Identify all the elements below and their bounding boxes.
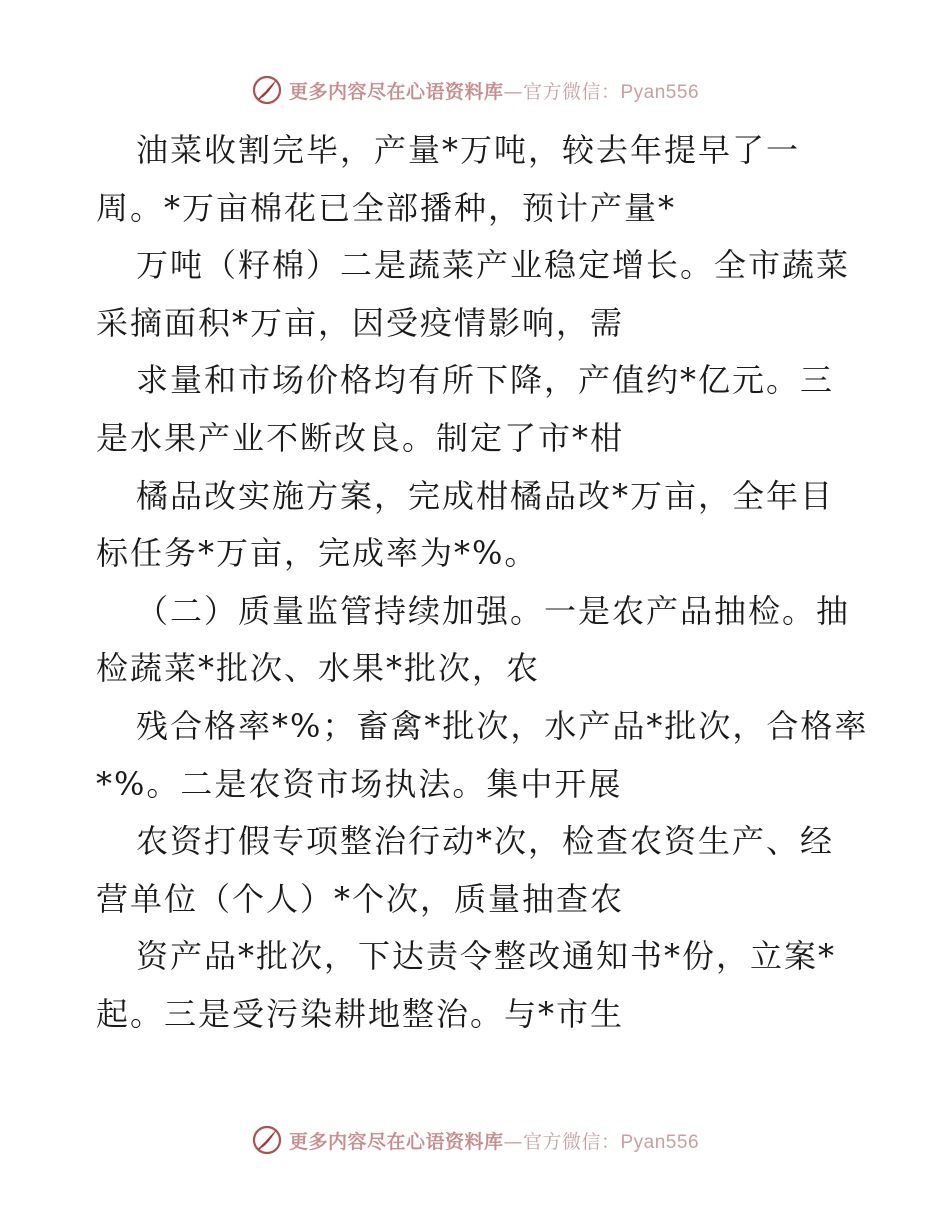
body-line: 残合格率*%；畜禽*批次，水产品*批次，合格率 xyxy=(136,706,869,745)
body-line: 是水果产业不断改良。制定了市*柑 xyxy=(96,418,625,457)
body-line: 起。三是受污染耕地整治。与*市生 xyxy=(96,994,625,1033)
watermark-label: 官方微信： xyxy=(522,80,621,103)
body-line: 求量和市场价格均有所下降，产值约*亿元。三 xyxy=(136,361,835,400)
watermark-brand: 更多内容尽在心语资料库 xyxy=(288,1130,504,1153)
watermark-id: Pyan556 xyxy=(620,1131,700,1153)
watermark-text xyxy=(289,1127,699,1154)
feather-circle-logo-icon xyxy=(251,1124,283,1156)
watermark-separator: — xyxy=(503,80,523,103)
body-line: 采摘面积*万亩，因受疫情影响，需 xyxy=(96,303,625,342)
body-line: 标任务*万亩，完成率为*%。 xyxy=(96,534,539,573)
body-line: 油菜收割完毕，产量*万吨，较去年提早了一 xyxy=(136,131,801,169)
body-line: 万吨（籽棉）二是蔬菜产业稳定增长。全市蔬菜 xyxy=(136,246,851,285)
feather-circle-logo-icon xyxy=(251,74,283,106)
body-line: 检蔬菜*批次、水果*批次，农 xyxy=(96,649,541,688)
body-line: *%。二是农资市场执法。集中开展 xyxy=(96,764,623,803)
body-line: 资产品*批次，下达责令整改通知书*份，立案* xyxy=(136,937,837,976)
watermark-text xyxy=(289,77,699,104)
body-line: 周。*万亩棉花已全部播种，预计产量* xyxy=(96,188,677,227)
watermark-label: 官方微信： xyxy=(522,1130,621,1153)
body-line: 农资打假专项整治行动*次，检查农资生产、经 xyxy=(136,822,835,861)
header-watermark xyxy=(0,70,950,110)
watermark-id: Pyan556 xyxy=(620,81,700,103)
watermark-separator: — xyxy=(503,1130,523,1153)
body-line: 橘品改实施方案，完成柑橘品改*万亩，全年目 xyxy=(136,476,835,515)
body-line: 营单位（个人）*个次，质量抽查农 xyxy=(96,879,625,918)
footer-watermark xyxy=(0,1120,950,1160)
watermark-brand: 更多内容尽在心语资料库 xyxy=(288,80,504,103)
document-body xyxy=(96,122,869,1044)
body-line: （二）质量监管持续加强。一是农产品抽检。抽 xyxy=(136,591,851,630)
